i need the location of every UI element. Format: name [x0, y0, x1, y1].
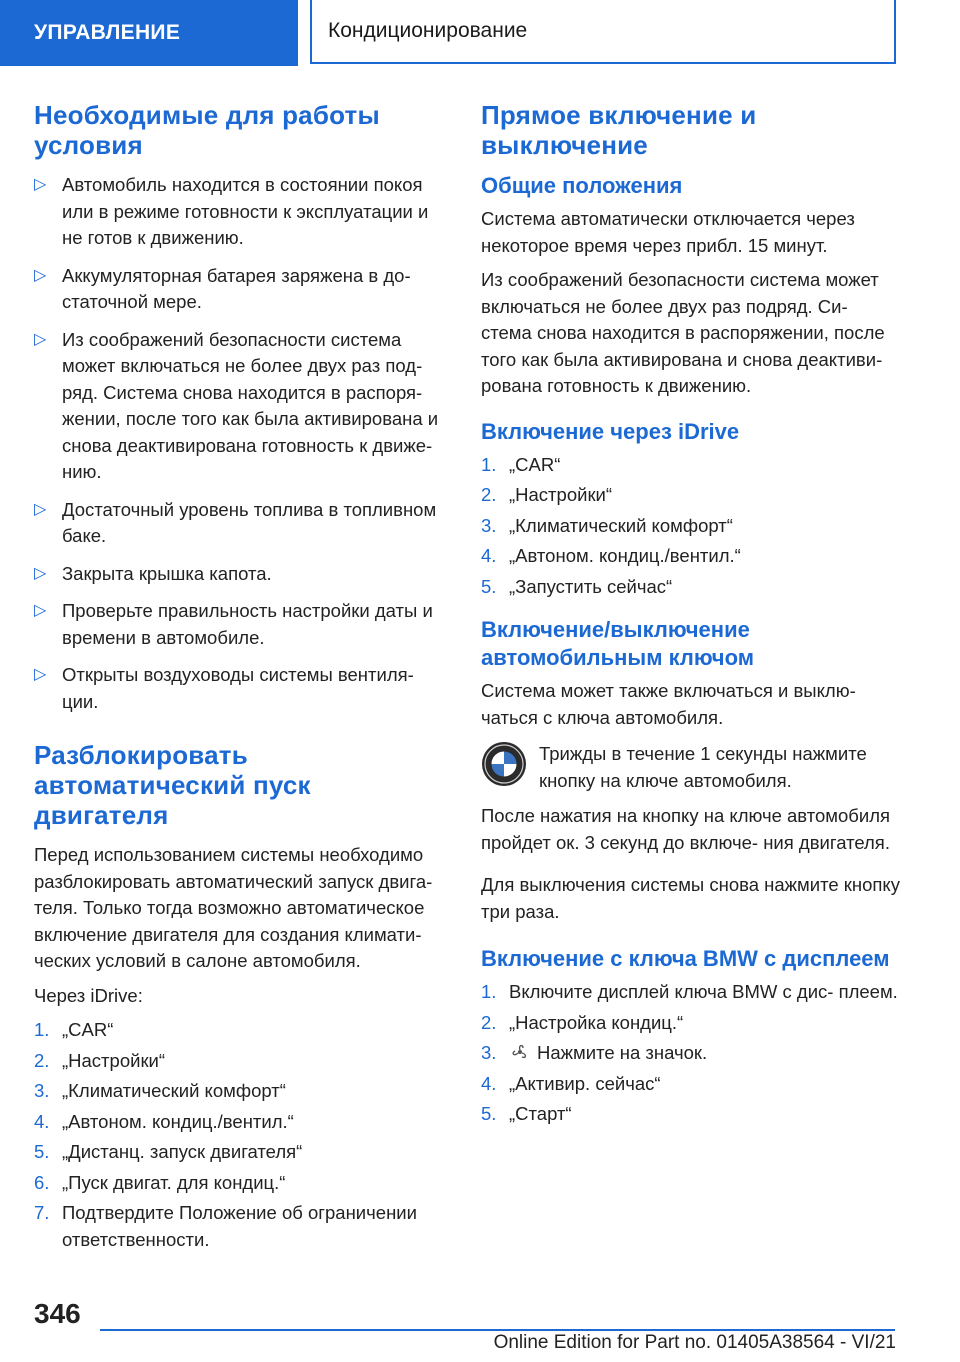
triangle-bullet-icon: ▷ — [34, 330, 47, 348]
list-item: 5. „Дистанц. запуск двигателя“ — [34, 1141, 303, 1162]
list-item: 4. „Активир. сейчас“ — [481, 1072, 661, 1094]
list-item: 2. „Настройка кондиц.“ — [481, 1011, 684, 1033]
list-item: 4. „Автоном. кондиц./вентил.“ — [481, 545, 741, 566]
list-item: ▷ Аккумуляторная батарея заряжена в до- статочной мере. — [34, 264, 411, 312]
key-press-text: Трижды в течение 1 секунды нажмите кнопку на ключе автомобиля. — [539, 743, 867, 791]
idrive-steps — [481, 452, 901, 601]
triangle-bullet-icon: ▷ — [34, 564, 47, 582]
list-item: 2. „Настройки“ — [34, 1049, 166, 1071]
requirements-list — [34, 172, 452, 715]
triangle-bullet-icon: ▷ — [34, 176, 47, 193]
general-subheading: Общие положения — [481, 173, 683, 198]
list-item: 3. Нажмите на значок. — [481, 1042, 708, 1063]
list-item: 6. „Пуск двигат. для кондиц.“ — [34, 1171, 286, 1193]
edition-line: Online Edition for Part no. 01405A38564 - VI/21 — [493, 1332, 896, 1353]
footer-divider — [100, 1329, 895, 1331]
triangle-bullet-icon: ▷ — [34, 666, 47, 683]
triangle-bullet-icon: ▷ — [34, 602, 47, 619]
unlock-steps — [34, 1017, 452, 1253]
fan-icon — [509, 1042, 531, 1062]
direct-onoff-heading: Прямое включение и выключение — [481, 100, 757, 160]
list-item: 4. „Автоном. кондиц./вентил.“ — [34, 1110, 294, 1132]
via-idrive-label: Через iDrive: — [34, 984, 143, 1006]
display-key-heading: Включение с ключа BMW с дисплеем — [481, 946, 890, 971]
unlock-autostart-heading: Разблокировать автоматический пуск двигателя — [34, 740, 311, 830]
general-paragraph-1: Система автоматически отключается через некоторое время через прибл. 15 минут. — [481, 208, 855, 256]
chapter-tab: Кондиционирование — [310, 0, 896, 64]
triangle-bullet-icon: ▷ — [34, 500, 47, 518]
list-item: 7. Подтвердите Положение об ограничении ответственности. — [34, 1202, 417, 1250]
requirements-heading: Необходимые для работы условия — [34, 100, 380, 160]
list-item: 5. „Запустить сейчас“ — [481, 575, 673, 597]
list-item: 1. „CAR“ — [481, 453, 561, 475]
page-number: 346 — [34, 1298, 81, 1329]
left-column — [34, 100, 452, 1257]
list-item: 3. „Климатический комфорт“ — [34, 1080, 286, 1101]
key-paragraph-1: Система может также включаться и выклю- чаться с ключа автомобиля. — [481, 680, 856, 728]
triangle-bullet-icon: ▷ — [34, 266, 47, 284]
key-instruction — [481, 741, 901, 795]
idrive-subheading: Включение через iDrive — [481, 418, 740, 444]
list-item: 5. „Старт“ — [481, 1103, 572, 1124]
section-tab: УПРАВЛЕНИЕ — [0, 0, 298, 66]
list-item: 1. Включите дисплей ключа BMW с дис- плеем. — [481, 981, 898, 1002]
list-item: 3. „Климатический комфорт“ — [481, 514, 733, 536]
key-paragraph-2: После нажатия на кнопку на ключе автомобиля пройдет ок. 3 секунд до включе- ния двигателя. — [481, 805, 891, 853]
display-key-steps — [481, 979, 901, 1128]
list-item: 1. „CAR“ — [34, 1019, 114, 1040]
list-item: ▷ Открыты воздуховоды системы вентиля- ции. — [34, 664, 414, 712]
right-column — [481, 100, 901, 1132]
list-item: ▷ Проверьте правильность настройки даты и времени в автомобиле. — [34, 600, 433, 648]
unlock-paragraph: Перед использованием системы необходимо разблокировать автоматический запуск двига- теля. Только тогда возможно автоматическое включение двигателя для создания климати- ческих условий в салоне автомобиля. — [34, 844, 433, 971]
list-item: ▷ Закрыта крышка капота. — [34, 561, 452, 588]
list-item: ▷ Из соображений безопасности система может включаться не более двух раз под- ряд. Система снова находится в распоря- жении, после того как была активирована и снова деактивирована готовность к движе- нию. — [34, 328, 439, 482]
bmw-key-icon — [481, 741, 527, 787]
list-item: ▷ Автомобиль находится в состоянии покоя или в режиме готовности к эксплуатации и не готов к движению. — [34, 174, 429, 248]
list-item: 2. „Настройки“ — [481, 484, 613, 505]
page-header — [0, 0, 960, 66]
list-item: ▷ Достаточный уровень топлива в топливном баке. — [34, 498, 437, 546]
general-paragraph-2: Из соображений безопасности система может включаться не более двух раз подряд. Си- стема снова находится в распоряжении, после того как была активирована и снова деактиви- рована готовность к движению. — [481, 269, 885, 396]
key-paragraph-3: Для выключения системы снова нажмите кнопку три раза. — [481, 874, 900, 922]
key-onoff-heading: Включение/выключение автомобильным ключом — [481, 617, 755, 670]
